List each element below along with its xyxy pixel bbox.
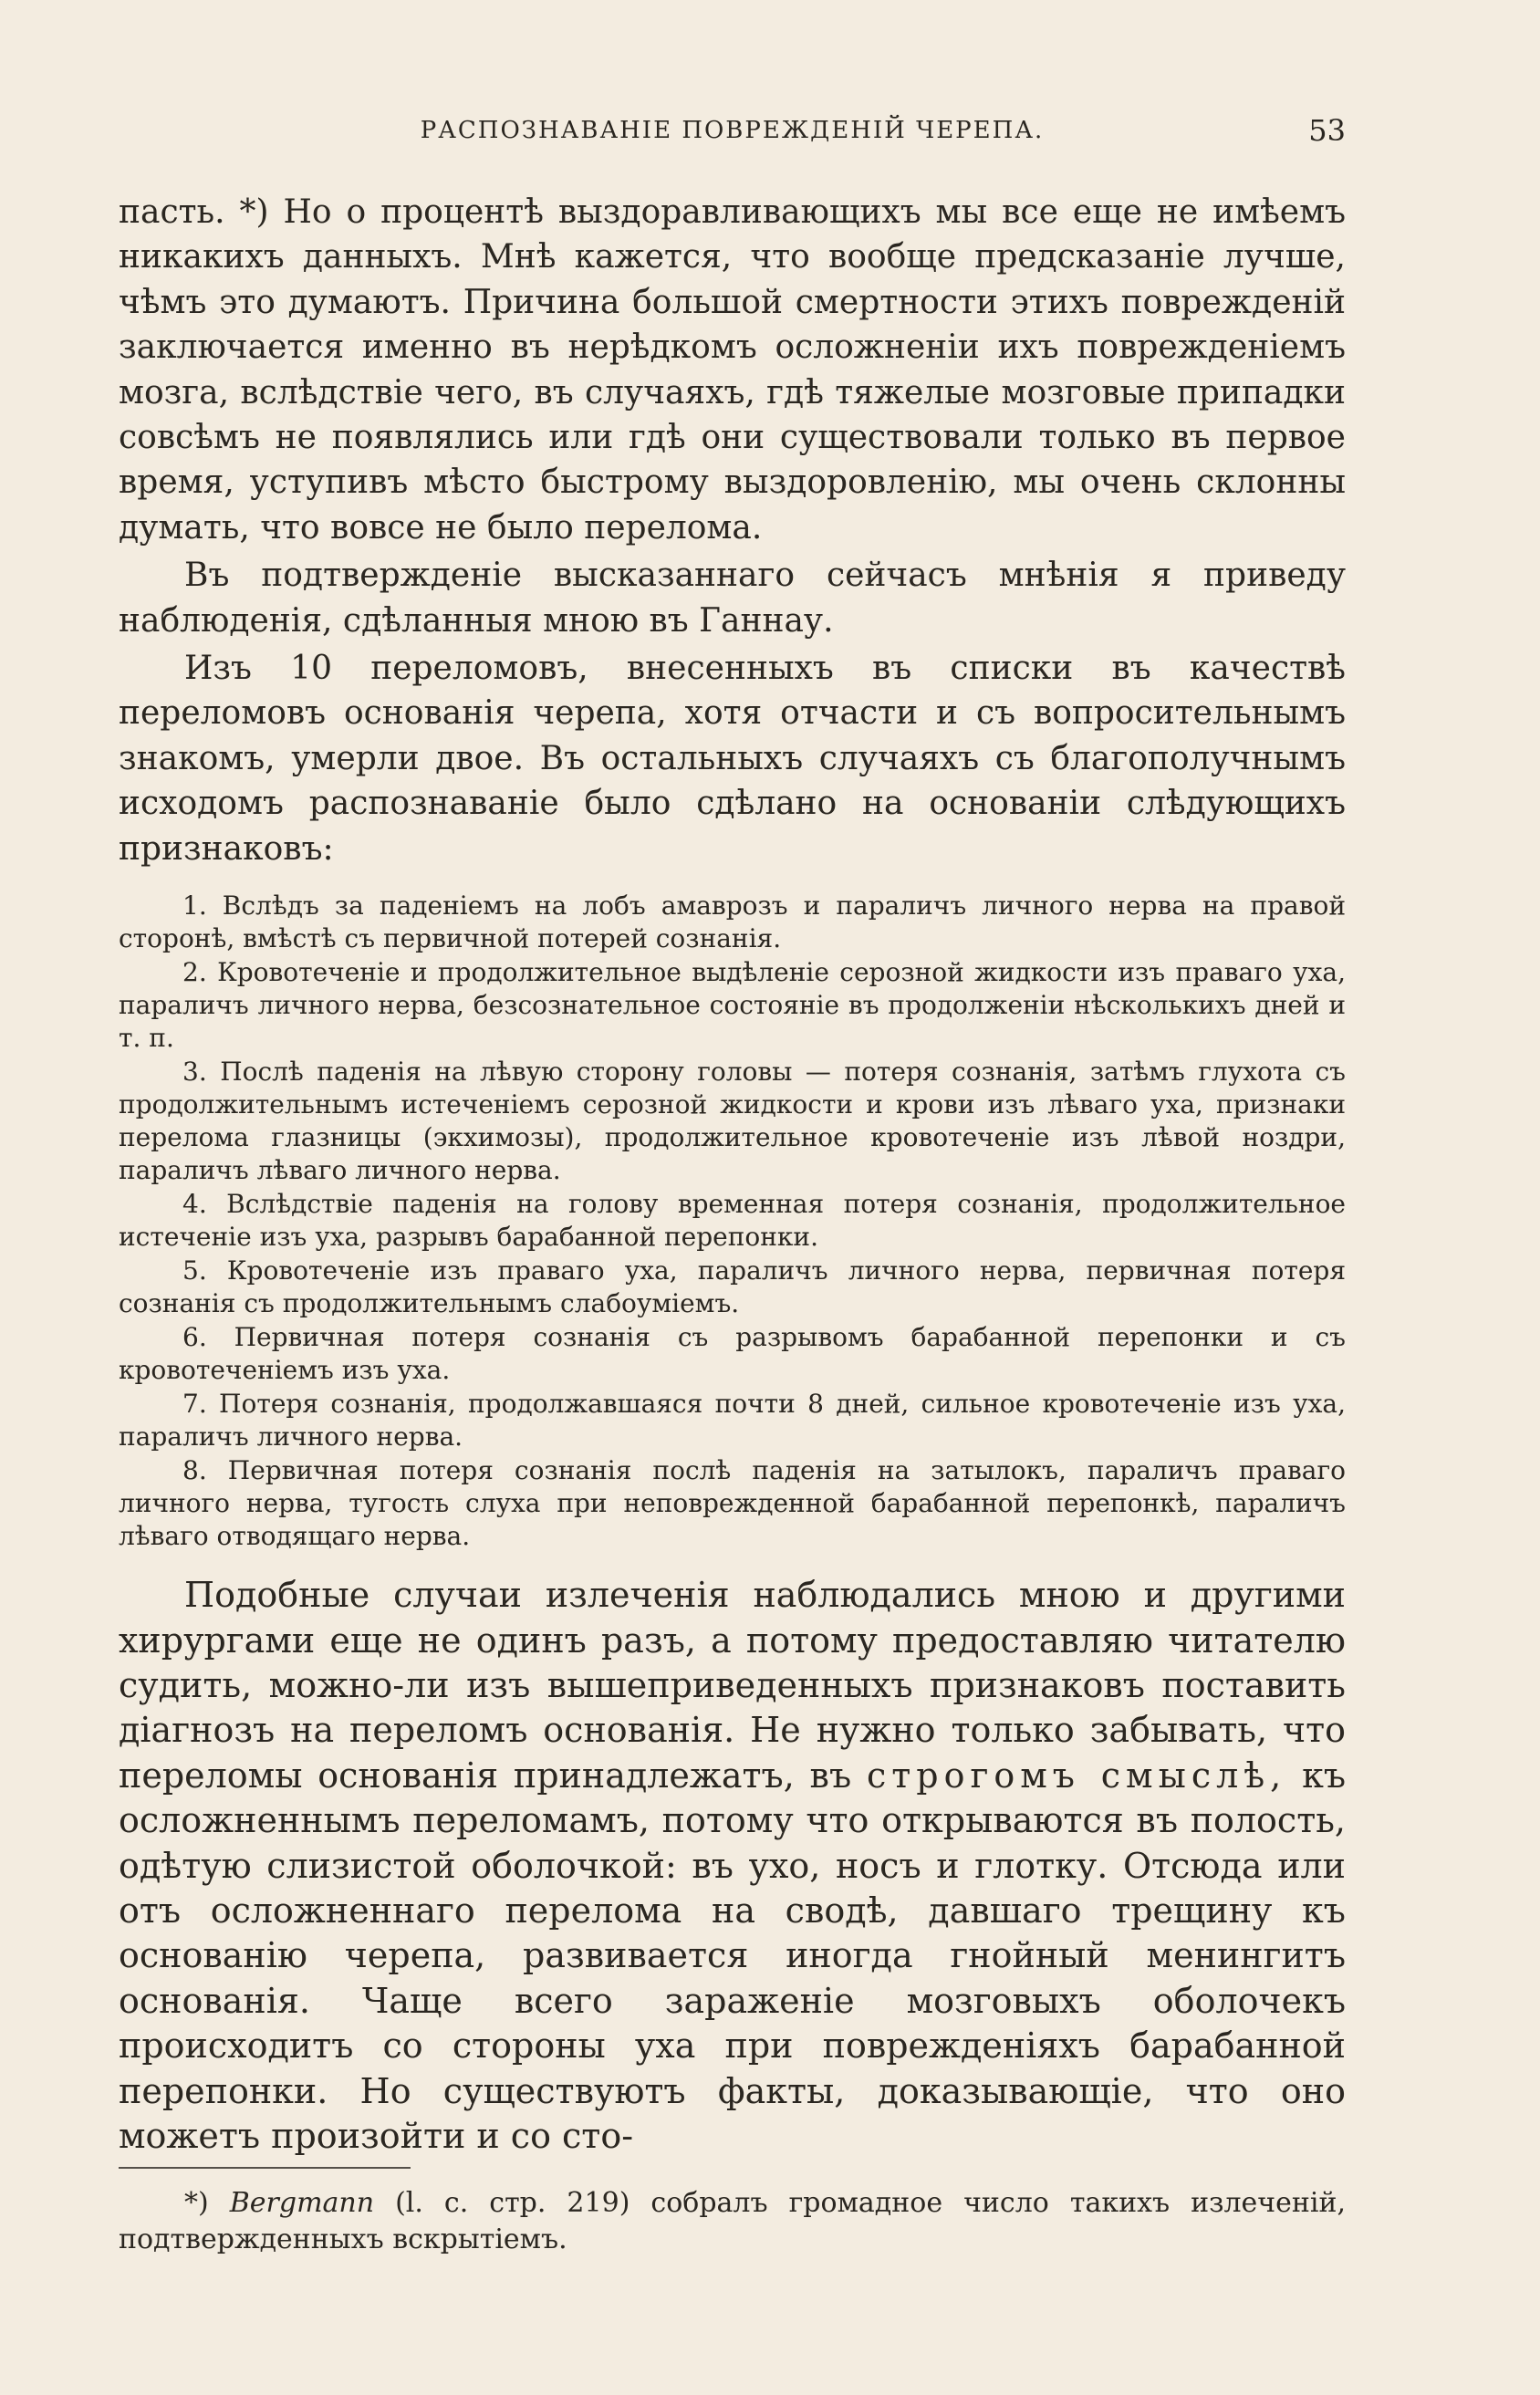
paragraph-4: [119, 1573, 1346, 2159]
list-item: 6. Первичная потеря сознанія съ разрывомъ барабанной перепонки и съ кровотеченіемъ изъ уха.: [119, 1322, 1346, 1386]
running-title: РАСПОЗНАВАНІЕ ПОВРЕЖДЕНІЙ ЧЕРЕПА.: [420, 117, 1045, 144]
paragraph-1: пасть. *) Но о процентѣ выздоравливающихъ мы все еще не имѣемъ никакихъ данныхъ. Мнѣ кажется, что вообще предсказаніе лучше, чѣмъ это думаютъ. Причина большой смертности этихъ поврежденій заключается именно въ нерѣдкомъ осложненіи ихъ поврежденіемъ мозга, вслѣдствіе чего, въ случаяхъ, гдѣ тяжелые мозговые припадки совсѣмъ не появлялись или гдѣ они существовали только въ первое время, уступивъ мѣсто быстрому выздоровленію, мы очень склонны думать, что вовсе не было перелома.: [119, 193, 1346, 547]
spaced-emphasis: строгомъ смыслѣ,: [866, 1755, 1287, 1796]
list-item: 3. Послѣ паденія на лѣвую сторону головы — потеря сознанія, затѣмъ глухота съ продолжительнымъ истеченіемъ серозной жидкости и крови изъ лѣваго уха, признаки перелома глазницы (экхимозы), продолжительное кровотеченіе изъ лѣвой ноздри, параличъ лѣваго личного нерва.: [119, 1057, 1346, 1186]
main-text: [119, 190, 1346, 2159]
list-item: 4. Вслѣдствіе паденія на голову временная потеря сознанія, продолжительное истеченіе изъ уха, разрывъ барабанной перепонки.: [119, 1189, 1346, 1253]
list-item: 2. Кровотеченіе и продолжительное выдѣленіе серозной жидкости изъ праваго уха, параличъ личного нерва, безсознательное состояніе въ продолженіи нѣсколькихъ дней и т. п.: [119, 957, 1346, 1054]
page-number: 53: [1308, 113, 1346, 148]
footnote-marker: *): [184, 2187, 209, 2219]
paragraph-4-start: Подобные случаи излеченія наблюдались мною и другими хирургами еще не одинъ разъ, а потому предоставляю читателю судить, можно-ли изъ вышеприведенныхъ признаковъ поставить діагнозъ на переломъ основанія. Не нужно только забывать, что переломы основанія принадлежатъ, въ: [119, 1575, 1346, 1796]
page-header: [119, 113, 1346, 153]
footnote-author: Bergmann: [229, 2187, 375, 2219]
list-item: 8. Первичная потеря сознанія послѣ паденія на затылокъ, параличъ праваго личного нерва, тугость слуха при неповрежденной барабанной перепонкѣ, параличъ лѣваго отводящаго нерва.: [119, 1455, 1346, 1552]
case-list: [119, 890, 1346, 1553]
footnote: [119, 2185, 1346, 2258]
list-item: 7. Потеря сознанія, продолжавшаяся почти 8 дней, сильное кровотеченіе изъ уха, параличъ личного нерва.: [119, 1389, 1346, 1453]
list-item: 1. Вслѣдъ за паденіемъ на лобъ амаврозъ и параличъ личного нерва на правой сторонѣ, вмѣстѣ съ первичной потерей сознанія.: [119, 890, 1346, 954]
paragraph-4-end: къ осложненнымъ переломамъ, потому что открываются въ полость, одѣтую слизистой оболочкой: въ ухо, носъ и глотку. Отсюда или отъ осложненнаго перелома на сводѣ, давшаго трещину къ основанію черепа, развивается иногда гнойный менингитъ основанія. Чаще всего зараженіе мозговыхъ оболочекъ происходитъ со стороны уха при поврежденіяхъ барабанной перепонки. Но существуютъ факты, доказывающіе, что оно можетъ произойти и со сто-: [119, 1755, 1346, 2156]
paragraph-2: Въ подтвержденіе высказаннаго сейчасъ мнѣнія я приведу наблюденія, сдѣланныя мною въ Ганнау.: [119, 557, 1346, 640]
footnote-rule: [119, 2167, 411, 2169]
paragraph-3: Изъ 10 переломовъ, внесенныхъ въ списки въ качествѣ переломовъ основанія черепа, хотя отчасти и съ вопросительнымъ знакомъ, умерли двое. Въ остальныхъ случаяхъ съ благополучнымъ исходомъ распознаваніе было сдѣлано на основаніи слѣдующихъ признаковъ:: [119, 650, 1346, 868]
footnote-text: (l. c. стр. 219) собралъ громадное число такихъ излеченій, подтвержденныхъ вскрытіемъ.: [119, 2187, 1346, 2255]
list-item: 5. Кровотеченіе изъ праваго уха, параличъ личного нерва, первичная потеря сознанія съ продолжительнымъ слабоуміемъ.: [119, 1255, 1346, 1319]
